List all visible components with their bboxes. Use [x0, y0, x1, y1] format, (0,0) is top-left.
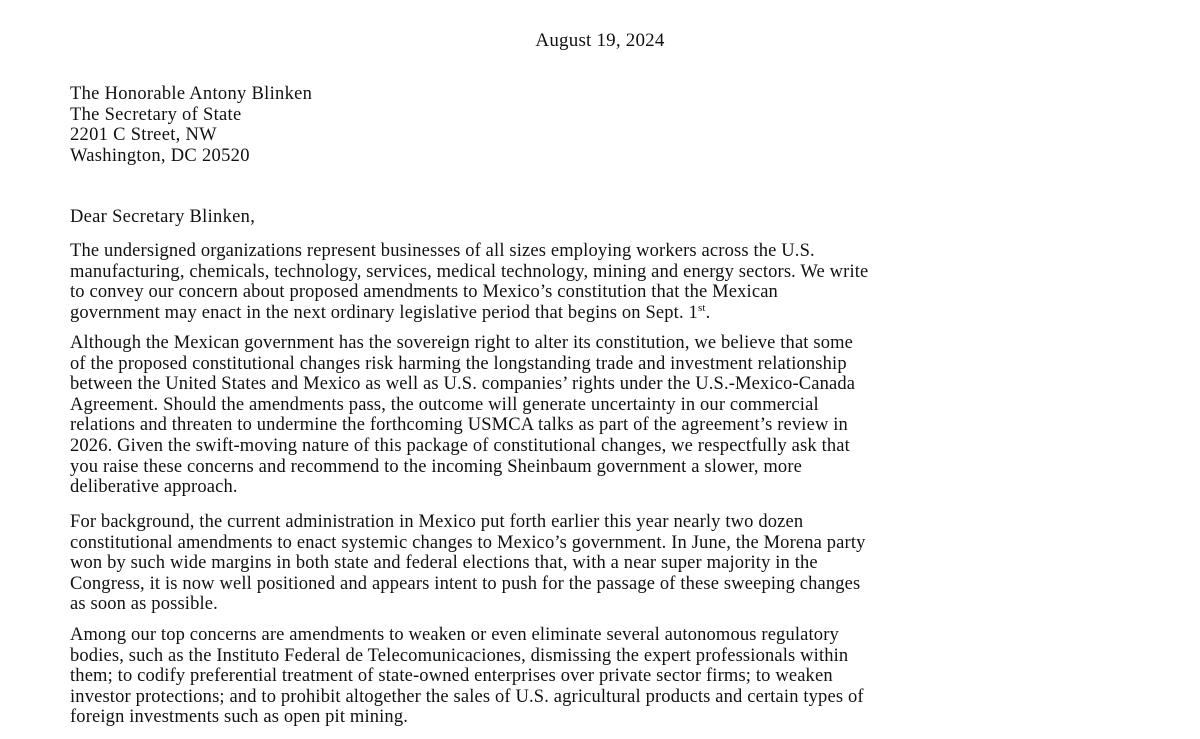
paragraph-line: Congress, it is now well positioned and appears intent to push for the passage of these sweeping changes [70, 573, 861, 594]
paragraph-intro [70, 241, 1170, 323]
paragraph-line: manufacturing, chemicals, technology, services, medical technology, mining and energy sectors. We write [70, 261, 869, 282]
recipient-address [70, 84, 312, 166]
paragraph-line: to convey our concern about proposed amendments to Mexico’s constitution that the Mexican [70, 282, 778, 303]
paragraph-line: of the proposed constitutional changes risk harming the longstanding trade and investment relationship [70, 353, 847, 374]
paragraph-line: investor protections; and to prohibit altogether the sales of U.S. agricultural products and certain types of [70, 686, 864, 707]
paragraph-line: deliberative approach. [70, 477, 238, 498]
paragraph-line: you raise these concerns and recommend to the incoming Sheinbaum government a slower, more [70, 456, 802, 477]
paragraph-concerns-request [70, 333, 1170, 498]
paragraph-line: Although the Mexican government has the sovereign right to alter its constitution, we believe that some [70, 333, 854, 353]
paragraph-line: bodies, such as the Instituto Federal de Telecomunicaciones, dismissing the expert professionals within [70, 645, 849, 666]
paragraph-top-concerns [70, 625, 1170, 728]
paragraph-line-text: government may enact in the next ordinary legislative period that begins on Sept. 1 [70, 302, 698, 323]
paragraph-line: them; to codify preferential treatment of state-owned enterprises over private sector firms; to weaken [70, 666, 833, 687]
address-line: Washington, DC 20520 [70, 145, 250, 166]
line-end-punctuation: . [705, 302, 711, 323]
paragraph-line: The undersigned organizations represent businesses of all sizes employing workers across the U.S. [70, 241, 815, 261]
paragraph-line: as soon as possible. [70, 594, 218, 615]
letter-date: August 19, 2024 [535, 30, 665, 51]
paragraph-background [70, 512, 1170, 615]
paragraph-line [70, 303, 1170, 324]
paragraph-line: Among our top concerns are amendments to weaken or even eliminate several autonomous regulatory [70, 625, 839, 645]
paragraph-line: relations and threaten to undermine the forthcoming USMCA talks as part of the agreement’s review in [70, 415, 848, 436]
paragraph-line: Agreement. Should the amendments pass, the outcome will generate uncertainty in our commercial [70, 394, 819, 415]
paragraph-line: For background, the current administration in Mexico put forth earlier this year nearly two dozen [70, 512, 804, 532]
address-line: The Honorable Antony Blinken [70, 84, 313, 104]
address-line: The Secretary of State [70, 104, 242, 125]
address-line: 2201 C Street, NW [70, 125, 217, 145]
paragraph-line: won by such wide margins in both state and federal elections that, with a near super majority in the [70, 553, 818, 574]
ordinal-suffix: st [697, 301, 706, 314]
paragraph-line: 2026. Given the swift-moving nature of this package of constitutional changes, we respectfully ask that [70, 435, 850, 456]
paragraph-line: constitutional amendments to enact systemic changes to Mexico’s government. In June, the Morena party [70, 532, 866, 553]
paragraph-line: foreign investments such as open pit mining. [70, 707, 409, 728]
paragraph-line: between the United States and Mexico as well as U.S. companies’ rights under the U.S.-Mexico-Canada [70, 374, 856, 395]
salutation: Dear Secretary Blinken, [70, 207, 256, 227]
